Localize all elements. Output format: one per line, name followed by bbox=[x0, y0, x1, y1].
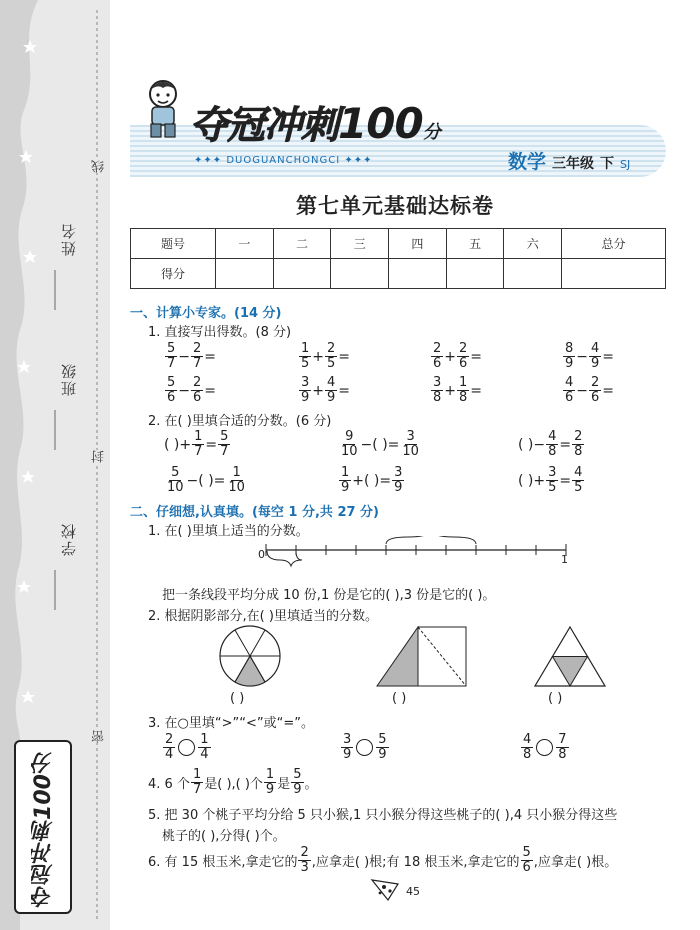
shaded-rectangle-shape bbox=[376, 626, 468, 688]
footer-mascot-icon bbox=[368, 876, 404, 902]
cut-mark-line: 线 bbox=[92, 160, 107, 173]
shape-answer-blank[interactable]: ( ) bbox=[548, 691, 563, 706]
calc-item: $\frac{2}{6}$ + $\frac{2}{6}$ = bbox=[433, 341, 483, 371]
number-line bbox=[258, 536, 576, 578]
calc-item: $\frac{8}{9}$ − $\frac{4}{9}$ = bbox=[565, 341, 615, 371]
svg-text:0: 0 bbox=[258, 548, 265, 561]
term-label: 下 bbox=[600, 156, 615, 172]
score-input-cell[interactable] bbox=[562, 259, 666, 289]
s2-question5-line1: 5. 把 30 个桃子平均分给 5 只小猴,1 只小猴分得这些桃子的( ),4 只小猴分得这些 bbox=[148, 808, 618, 823]
s2-question1: 1. 在( )里填上适当的分数。 bbox=[148, 524, 309, 539]
boy-mascot-icon bbox=[138, 76, 188, 140]
table-cell: 二 bbox=[273, 229, 331, 259]
shaded-circle bbox=[218, 624, 282, 688]
table-cell: 六 bbox=[504, 229, 562, 259]
score-input-cell[interactable] bbox=[216, 259, 274, 289]
subject-info bbox=[508, 147, 630, 174]
cut-mark-secret: 密 bbox=[92, 730, 107, 743]
shape-answer-blank[interactable]: ( ) bbox=[230, 691, 245, 706]
score-input-cell[interactable] bbox=[504, 259, 562, 289]
table-cell: 三 bbox=[331, 229, 389, 259]
calc-item: $\frac{4}{6}$ − $\frac{2}{6}$ = bbox=[565, 375, 615, 405]
section1-heading: 一、计算小专家。(14 分) bbox=[130, 306, 282, 321]
s1-question1: 1. 直接写出得数。(8 分) bbox=[148, 325, 292, 340]
page-number: 45 bbox=[406, 885, 420, 898]
table-cell: 一 bbox=[216, 229, 274, 259]
compare-item[interactable]: $\frac{4}{8}$ $\frac{7}{8}$ bbox=[523, 732, 567, 762]
fill-item[interactable]: $\frac{5}{10}$ − ( ) = $\frac{1}{10}$ bbox=[167, 465, 245, 495]
s2-question3: 3. 在○里填“>”“<”或“=”。 bbox=[148, 716, 314, 731]
score-input-cell[interactable] bbox=[273, 259, 331, 289]
fill-item[interactable]: ( ) − $\frac{4}{8}$ = $\frac{2}{8}$ bbox=[518, 429, 583, 459]
page-title: 第七单元基础达标卷 bbox=[296, 194, 494, 218]
s2-question2: 2. 根据阴影部分,在( )里填适当的分数。 bbox=[148, 609, 378, 624]
header-logo: 夺冠冲刺100分 bbox=[190, 99, 440, 148]
s1-question2: 2. 在( )里填合适的分数。(6 分) bbox=[148, 414, 332, 429]
school-label: 学校 bbox=[60, 522, 78, 556]
calc-item: $\frac{5}{7}$ − $\frac{2}{7}$ = bbox=[167, 341, 217, 371]
grade-label: 三年级 bbox=[552, 156, 595, 172]
compare-circle-icon[interactable] bbox=[536, 739, 553, 756]
fill-item[interactable]: $\frac{1}{9}$ + ( ) = $\frac{3}{9}$ bbox=[341, 465, 403, 495]
s2-question6: 6. 有 15 根玉米,拿走它的 $\frac{2}{3}$ ,应拿走( )根;有 18 根玉米,拿走它的 $\frac{5}{6}$ ,应拿走( )根。 bbox=[148, 845, 618, 875]
s2-question5-line2: 桃子的( ),分得( )个。 bbox=[162, 829, 286, 844]
fill-item[interactable]: $\frac{9}{10}$ − ( ) = $\frac{3}{10}$ bbox=[341, 429, 419, 459]
binding-margin bbox=[0, 0, 110, 930]
table-cell: 得分 bbox=[131, 259, 216, 289]
compare-item[interactable]: $\frac{3}{9}$ $\frac{5}{9}$ bbox=[343, 732, 387, 762]
compare-circle-icon[interactable] bbox=[178, 739, 195, 756]
pinyin-line: ✦✦✦ DUOGUANCHONGCI ✦✦✦ bbox=[194, 155, 373, 166]
s2-q1-text: 把一条线段平均分成 10 份,1 份是它的( ),3 份是它的( )。 bbox=[162, 588, 496, 603]
subject-label: 数学 bbox=[508, 151, 547, 173]
score-input-cell[interactable] bbox=[389, 259, 447, 289]
name-label: 姓名 bbox=[60, 222, 78, 256]
table-cell: 五 bbox=[446, 229, 504, 259]
edition-label: SJ bbox=[620, 158, 631, 171]
shaded-triangle bbox=[534, 626, 606, 688]
calc-item: $\frac{3}{8}$ + $\frac{1}{8}$ = bbox=[433, 375, 483, 405]
section2-heading: 二、仔细想,认真填。(每空 1 分,共 27 分) bbox=[130, 505, 379, 520]
table-cell: 四 bbox=[389, 229, 447, 259]
calc-item: $\frac{5}{6}$ − $\frac{2}{6}$ = bbox=[167, 375, 217, 405]
s2-question4: 4. 6 个 $\frac{1}{7}$ 是( ),( )个 $\frac{1}{9}$ 是 $\frac{5}{9}$ 。 bbox=[148, 767, 318, 797]
table-cell: 总分 bbox=[562, 229, 666, 259]
fill-item[interactable]: ( ) + $\frac{3}{5}$ = $\frac{4}{5}$ bbox=[518, 465, 583, 495]
compare-item[interactable]: $\frac{2}{4}$ $\frac{1}{4}$ bbox=[165, 732, 209, 762]
table-cell: 题号 bbox=[131, 229, 216, 259]
shape-answer-blank[interactable]: ( ) bbox=[392, 691, 407, 706]
margin-logo: 夺冠冲刺100分 bbox=[14, 740, 72, 914]
cut-mark-seal: 封 bbox=[92, 450, 107, 463]
score-input-cell[interactable] bbox=[331, 259, 389, 289]
compare-circle-icon[interactable] bbox=[356, 739, 373, 756]
calc-item: $\frac{3}{9}$ + $\frac{4}{9}$ = bbox=[301, 375, 351, 405]
score-input-cell[interactable] bbox=[446, 259, 504, 289]
class-label: 班级 bbox=[60, 362, 78, 396]
calc-item: $\frac{1}{5}$ + $\frac{2}{5}$ = bbox=[301, 341, 351, 371]
svg-text:1: 1 bbox=[561, 553, 568, 566]
score-value-row bbox=[131, 259, 666, 289]
fill-item[interactable]: ( ) + $\frac{1}{7}$ = $\frac{5}{7}$ bbox=[164, 429, 229, 459]
score-header-row bbox=[131, 229, 666, 259]
score-table bbox=[130, 228, 666, 289]
